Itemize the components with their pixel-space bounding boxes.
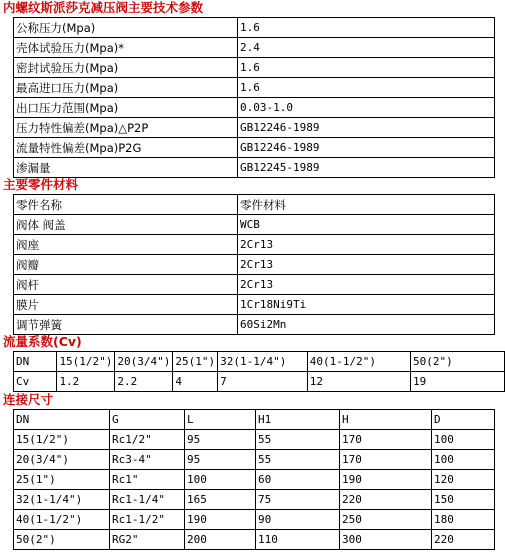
table-cell: 100 — [432, 450, 495, 470]
table-row — [14, 510, 495, 530]
spec-label: 压力特性偏差(Mpa)△P2P — [14, 118, 238, 138]
table-row — [14, 235, 495, 255]
table-cell: 40(1-1/2") — [307, 352, 410, 372]
table-row — [14, 372, 505, 392]
table-cell: 4 — [173, 372, 218, 392]
table-row — [14, 58, 495, 78]
table-cell: 220 — [432, 530, 495, 550]
table-cell: 75 — [256, 490, 340, 510]
table-cell: 1.2 — [57, 372, 115, 392]
table-cell: 25(1") — [14, 470, 110, 490]
table-cell: 32(1-1/4") — [218, 352, 308, 372]
table-cell: 100 — [185, 470, 256, 490]
table-cell: 50(2") — [14, 530, 110, 550]
table-cell: Rc3-4" — [110, 450, 185, 470]
table-row — [14, 138, 495, 158]
table-cell: L — [185, 410, 256, 430]
table-cell: 15(1/2") — [14, 430, 110, 450]
table-row — [14, 158, 495, 178]
table-cell: 55 — [256, 430, 340, 450]
table-row — [14, 530, 495, 550]
table-cell: 165 — [185, 490, 256, 510]
spec-label: 出口压力范围(Mpa) — [14, 98, 238, 118]
table-header-row — [14, 410, 495, 430]
spec-label: 最高进口压力(Mpa) — [14, 78, 238, 98]
table-cell: 200 — [185, 530, 256, 550]
table-row — [14, 295, 495, 315]
table-cell: 180 — [432, 510, 495, 530]
table-cell: 90 — [256, 510, 340, 530]
table-row — [14, 430, 495, 450]
table-row — [14, 315, 495, 335]
specs-title: 内螺纹斯派莎克减压阀主要技术参数 — [3, 0, 204, 15]
table-cell: 50(2") — [411, 352, 505, 372]
flow-title: 流量系数(Cv) — [3, 334, 82, 349]
table-cell: 150 — [432, 490, 495, 510]
table-cell: Rc1/2" — [110, 430, 185, 450]
table-cell: 120 — [432, 470, 495, 490]
table-cell: 220 — [340, 490, 432, 510]
table-cell: 190 — [340, 470, 432, 490]
spec-label: 流量特性偏差(Mpa)P2G — [14, 138, 238, 158]
column-header: 零件材料 — [238, 195, 495, 215]
part-name: 调节弹簧 — [14, 315, 238, 335]
spec-label: 壳体试验压力(Mpa)* — [14, 38, 238, 58]
part-name: 阀体 阀盖 — [14, 215, 238, 235]
table-row — [14, 215, 495, 235]
part-material: WCB — [238, 215, 495, 235]
table-cell: 95 — [185, 450, 256, 470]
table-cell: 300 — [340, 530, 432, 550]
table-cell: 40(1-1/2") — [14, 510, 110, 530]
table-row — [14, 255, 495, 275]
table-cell: 100 — [432, 430, 495, 450]
table-header-row — [14, 352, 505, 372]
table-cell: 110 — [256, 530, 340, 550]
spec-value: GB12245-1989 — [238, 158, 495, 178]
connection-table — [13, 409, 495, 550]
part-name: 膜片 — [14, 295, 238, 315]
table-cell: DN — [14, 410, 110, 430]
part-name: 阀瓣 — [14, 255, 238, 275]
spec-value: 1.6 — [238, 78, 495, 98]
table-cell: 7 — [218, 372, 308, 392]
connection-title: 连接尺寸 — [3, 392, 54, 407]
spec-value: 1.6 — [238, 18, 495, 38]
materials-title: 主要零件材料 — [3, 177, 79, 192]
table-cell: DN — [14, 352, 57, 372]
table-cell: 190 — [185, 510, 256, 530]
table-row — [14, 78, 495, 98]
table-header-row — [14, 195, 495, 215]
part-name: 阀杆 — [14, 275, 238, 295]
table-cell: 2.2 — [115, 372, 173, 392]
table-row — [14, 470, 495, 490]
table-row — [14, 38, 495, 58]
spec-value: 1.6 — [238, 58, 495, 78]
table-row — [14, 118, 495, 138]
part-material: 1Cr18Ni9Ti — [238, 295, 495, 315]
specs-table — [13, 17, 495, 178]
table-cell: 19 — [411, 372, 505, 392]
table-cell: 32(1-1/4") — [14, 490, 110, 510]
table-cell: 60 — [256, 470, 340, 490]
spec-value: 2.4 — [238, 38, 495, 58]
spec-value: 0.03-1.0 — [238, 98, 495, 118]
table-cell: 95 — [185, 430, 256, 450]
table-cell: 25(1") — [173, 352, 218, 372]
table-row — [14, 18, 495, 38]
table-cell: Rc1-1/4" — [110, 490, 185, 510]
table-cell: 55 — [256, 450, 340, 470]
spec-value: GB12246-1989 — [238, 138, 495, 158]
table-row — [14, 98, 495, 118]
part-material: 60Si2Mn — [238, 315, 495, 335]
table-cell: H — [340, 410, 432, 430]
table-cell: H1 — [256, 410, 340, 430]
table-cell: 170 — [340, 430, 432, 450]
part-material: 2Cr13 — [238, 255, 495, 275]
table-cell: 20(3/4") — [14, 450, 110, 470]
table-cell: Rc1-1/2" — [110, 510, 185, 530]
table-row — [14, 490, 495, 510]
spec-label: 渗漏量 — [14, 158, 238, 178]
table-cell: 170 — [340, 450, 432, 470]
table-cell: G — [110, 410, 185, 430]
part-material: 2Cr13 — [238, 235, 495, 255]
table-row — [14, 450, 495, 470]
table-cell: 12 — [307, 372, 410, 392]
spec-label: 公称压力(Mpa) — [14, 18, 238, 38]
part-material: 2Cr13 — [238, 275, 495, 295]
table-cell: 250 — [340, 510, 432, 530]
table-cell: 15(1/2") — [57, 352, 115, 372]
table-cell: Cv — [14, 372, 57, 392]
table-cell: RG2" — [110, 530, 185, 550]
flow-table — [13, 351, 505, 392]
part-name: 阀座 — [14, 235, 238, 255]
table-cell: 20(3/4") — [115, 352, 173, 372]
materials-table — [13, 194, 495, 335]
column-header: 零件名称 — [14, 195, 238, 215]
spec-value: GB12246-1989 — [238, 118, 495, 138]
table-cell: D — [432, 410, 495, 430]
table-row — [14, 275, 495, 295]
spec-label: 密封试验压力(Mpa) — [14, 58, 238, 78]
table-cell: Rc1" — [110, 470, 185, 490]
